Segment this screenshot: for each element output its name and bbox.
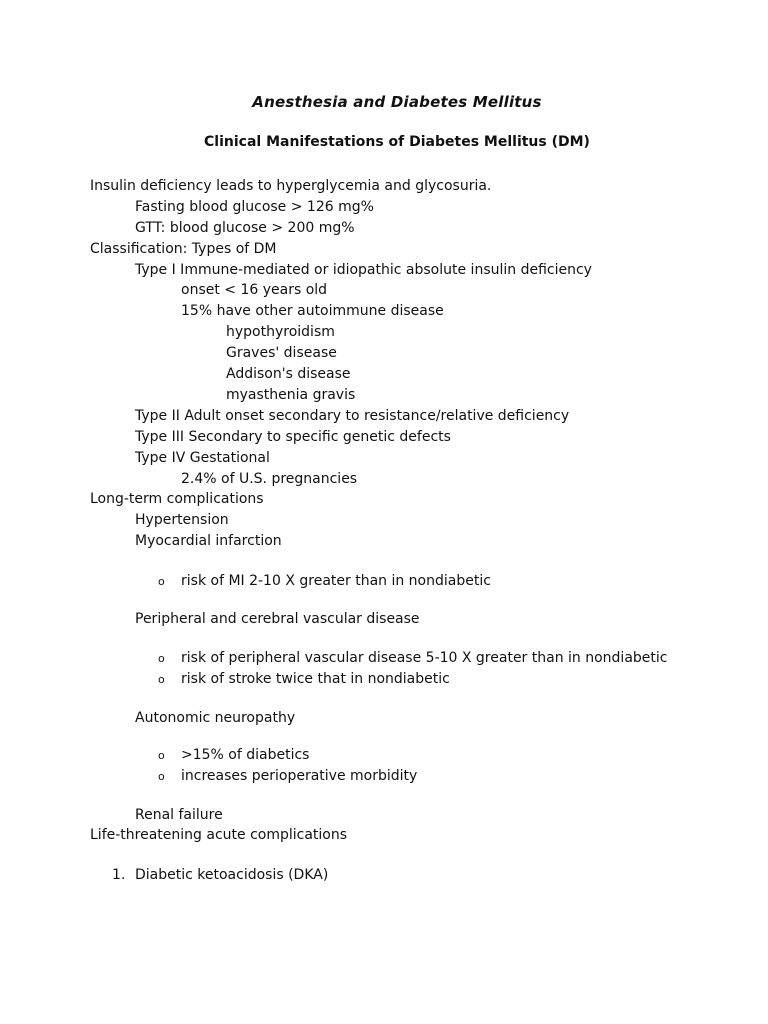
text-line: Classification: Types of DM [90, 241, 277, 257]
text-line: Autonomic neuropathy [135, 710, 296, 726]
bullet-marker: o [158, 575, 165, 588]
text-line: Fasting blood glucose > 126 mg% [135, 199, 374, 215]
text-line: 2.4% of U.S. pregnancies [181, 471, 358, 487]
text-line: hypothyroidism [226, 324, 335, 340]
text-line: Addison's disease [226, 366, 351, 382]
text-line: Peripheral and cerebral vascular disease [135, 611, 420, 627]
text-line: GTT: blood glucose > 200 mg% [135, 220, 355, 236]
text-line: Type II Adult onset secondary to resistance/relative deficiency [135, 408, 570, 424]
text-line: 15% have other autoimmune disease [181, 303, 444, 319]
text-line: Renal failure [135, 807, 223, 823]
text-line: Type IV Gestational [135, 450, 270, 466]
text-line: myasthenia gravis [226, 387, 356, 403]
text-line: Type I Immune-mediated or idiopathic absolute insulin deficiency [135, 262, 592, 278]
text-line: Graves' disease [226, 345, 337, 361]
bullet-text: risk of peripheral vascular disease 5-10 X greater than in nondiabetic [181, 650, 668, 666]
bullet-text: increases perioperative morbidity [181, 768, 418, 784]
bullet-marker: o [158, 652, 165, 665]
text-line: Myocardial infarction [135, 533, 282, 549]
document-subtitle: Clinical Manifestations of Diabetes Mellitus (DM) [204, 134, 590, 150]
bullet-text: risk of MI 2-10 X greater than in nondiabetic [181, 573, 491, 589]
text-line: Insulin deficiency leads to hyperglycemia and glycosuria. [90, 178, 492, 194]
bullet-marker: o [158, 749, 165, 762]
text-line: Long-term complications [90, 491, 264, 507]
numbered-list-item: Diabetic ketoacidosis (DKA) [135, 867, 329, 883]
bullet-marker: o [158, 673, 165, 686]
text-line: onset < 16 years old [181, 282, 328, 298]
bullet-text: >15% of diabetics [181, 747, 310, 763]
list-number: 1. [112, 867, 126, 883]
document-title: Anesthesia and Diabetes Mellitus [252, 93, 542, 111]
bullet-marker: o [158, 770, 165, 783]
text-line: Life-threatening acute complications [90, 827, 348, 843]
text-line: Hypertension [135, 512, 229, 528]
bullet-text: risk of stroke twice that in nondiabetic [181, 671, 450, 687]
text-line: Type III Secondary to specific genetic defects [135, 429, 451, 445]
